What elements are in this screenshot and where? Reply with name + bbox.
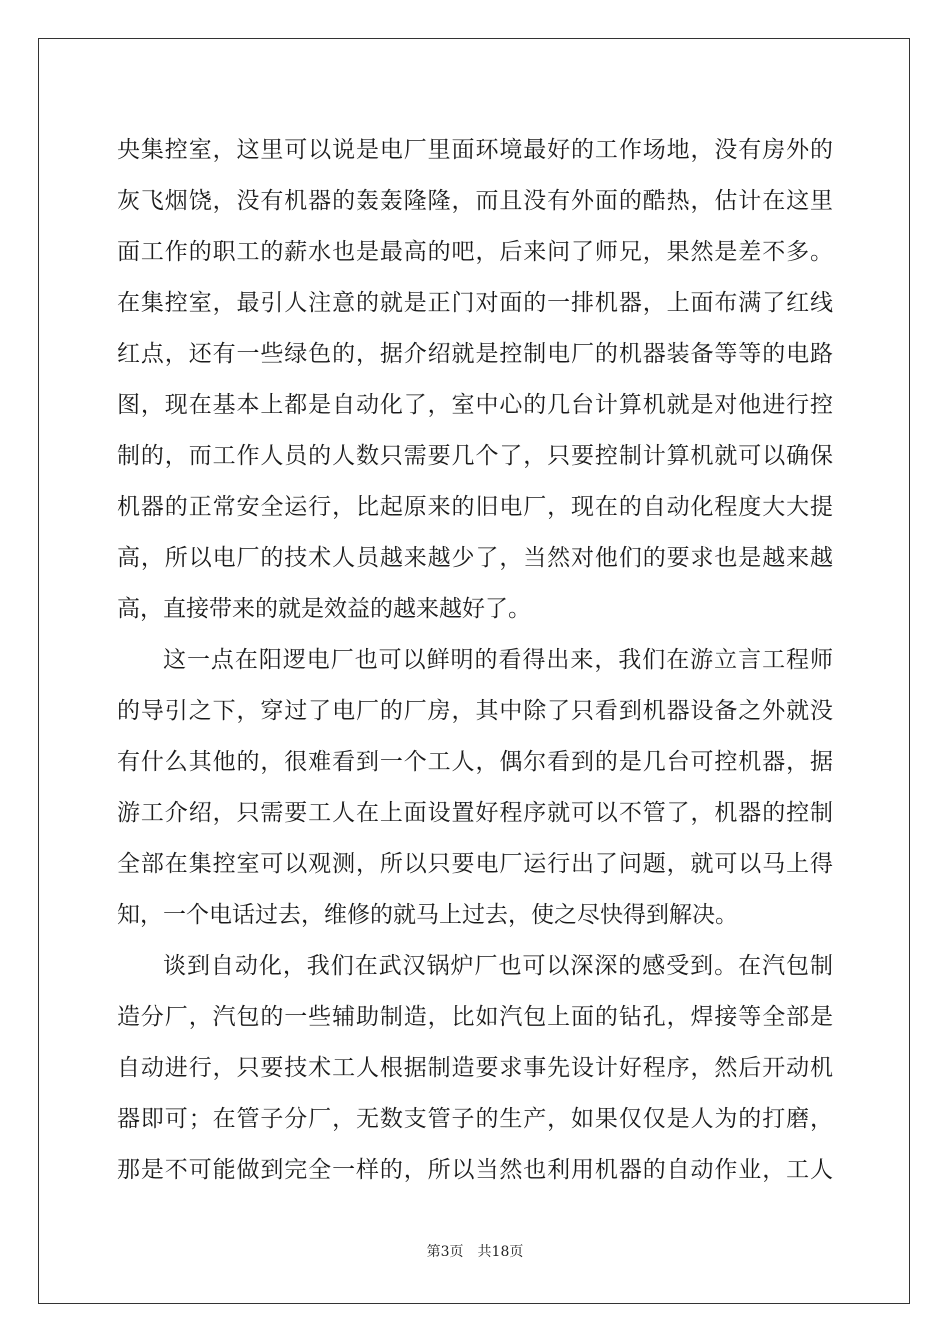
text-line: 红点，还有一些绿色的，据介绍就是控制电厂的机器装备等等的电路 [117, 341, 833, 367]
text-line: 高，直接带来的就是效益的越来越好了。 [117, 596, 531, 622]
text-line: 有什么其他的，很难看到一个工人，偶尔看到的是几台可控机器，据 [117, 749, 833, 775]
text-line: 这一点在阳逻电厂也可以鲜明的看得出来，我们在游立言工程师 [163, 647, 833, 673]
document-body [117, 130, 833, 1201]
text-line: 制的，而工作人员的人数只需要几个了，只要控制计算机就可以确保 [117, 443, 833, 469]
page-footer [0, 1243, 950, 1261]
text-line: 知，一个电话过去，维修的就马上过去，使之尽快得到解决。 [117, 902, 738, 928]
text-line: 全部在集控室可以观测，所以只要电厂运行出了问题，就可以马上得 [117, 851, 833, 877]
page-number: 第3页 [426, 1244, 464, 1260]
text-line: 央集控室，这里可以说是电厂里面环境最好的工作场地，没有房外的 [117, 137, 833, 163]
page-total: 共18页 [477, 1244, 524, 1260]
text-line: 那是不可能做到完全一样的，所以当然也利用机器的自动作业，工人 [117, 1157, 833, 1183]
text-line: 的导引之下，穿过了电厂的厂房，其中除了只看到机器设备之外就没 [117, 698, 833, 724]
text-line: 造分厂，汽包的一些辅助制造，比如汽包上面的钻孔，焊接等全部是 [117, 1004, 833, 1030]
text-line: 高，所以电厂的技术人员越来越少了，当然对他们的要求也是越来越 [117, 545, 833, 571]
text-line: 面工作的职工的薪水也是最高的吧，后来问了师兄，果然是差不多。 [117, 239, 833, 265]
text-line: 灰飞烟饶，没有机器的轰轰隆隆，而且没有外面的酷热，估计在这里 [117, 188, 833, 214]
text-line: 图，现在基本上都是自动化了，室中心的几台计算机就是对他进行控 [117, 392, 833, 418]
text-line: 游工介绍，只需要工人在上面设置好程序就可以不管了，机器的控制 [117, 800, 833, 826]
text-line: 谈到自动化，我们在武汉锅炉厂也可以深深的感受到。在汽包制 [163, 953, 833, 979]
text-line: 器即可；在管子分厂，无数支管子的生产，如果仅仅是人为的打磨， [117, 1106, 833, 1132]
text-line: 在集控室，最引人注意的就是正门对面的一排机器，上面布满了红线 [117, 290, 833, 316]
text-line: 自动进行，只要技术工人根据制造要求事先设计好程序，然后开动机 [117, 1055, 833, 1081]
text-line: 机器的正常安全运行，比起原来的旧电厂，现在的自动化程度大大提 [117, 494, 833, 520]
